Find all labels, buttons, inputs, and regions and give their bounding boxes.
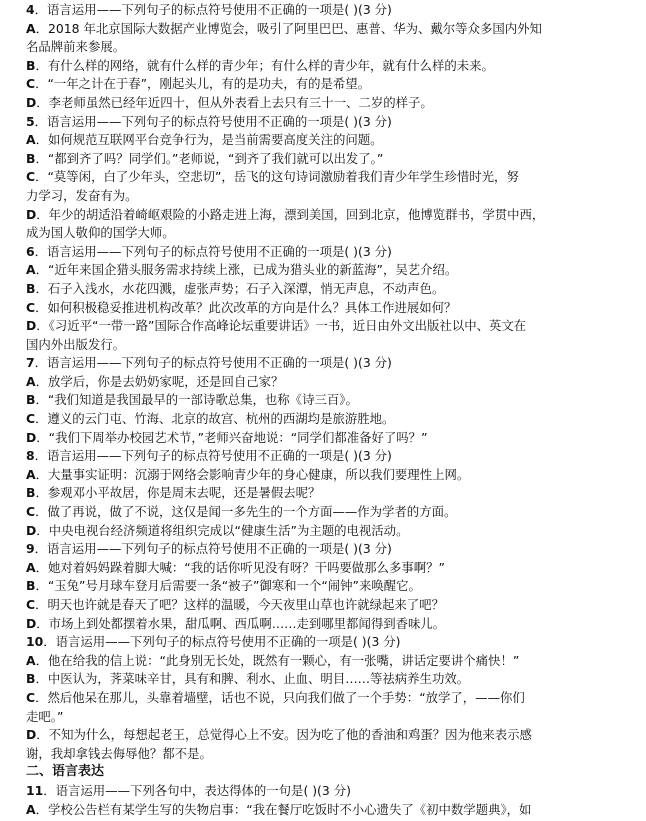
option-text: ．“玉兔”号月球车登月后需要一条“被子”御寒和一个“闹钟”来唤醒它。	[35, 578, 421, 594]
option-letter: C	[26, 299, 36, 315]
question-text: ．语言运用——下列句子的标点符号使用不正确的一项是( )(3 分)	[43, 634, 401, 650]
option-text: ．她对着妈妈跺着脚大喊：“我的话你听见没有呀？干吗要做那么多事啊？”	[35, 559, 445, 575]
option-line	[26, 206, 624, 225]
option-line	[26, 261, 624, 280]
question-line	[26, 243, 624, 262]
option-letter: A	[26, 373, 36, 389]
option-text: ．做了再说，做了不说，这仅是闻一多先生的一个方面——作为学者的方面。	[35, 504, 457, 520]
question-text: ．语言运用——下列句子的标点符号使用不正确的一项是( )(3 分)	[34, 448, 392, 464]
option-text: ．明天也许就是春天了吧？这样的温暖，今天夜里山草也许就绿起来了吧？	[35, 597, 444, 612]
continuation-line: 走吧。”	[26, 708, 64, 724]
question-number: 8	[26, 448, 35, 464]
option-line	[26, 596, 624, 615]
option-line	[26, 484, 624, 503]
option-text: ．市场上到处都摆着水果，甜瓜啊、西瓜啊……走到哪里都闻得到香味儿。	[36, 615, 446, 631]
option-text: ．石子入浅水，水花四溅，虚张声势；石子入深潭，悄无声息，不动声色。	[35, 280, 445, 296]
option-text: ．中央电视台经济频道将组织完成以“健康生活”为主题的电视活动。	[36, 522, 409, 538]
option-text: ．“我们知道是我国最早的一部诗歌总集，也称《诗三百》。	[35, 392, 358, 408]
option-line	[26, 150, 624, 169]
option-letter: C	[26, 597, 36, 612]
option-line	[26, 429, 624, 448]
option-line	[26, 522, 624, 541]
option-letter: C	[26, 76, 36, 92]
option-text: ．“近年来国企猎头服务需求持续上涨，已成为猎头业的新蓝海”，吴艺介绍。	[35, 262, 458, 278]
option-letter: D	[26, 429, 37, 445]
question-line	[26, 447, 624, 466]
option-text: ．放学后，你是去奶奶家呢，还是回自己家？	[35, 373, 284, 389]
question-line	[26, 540, 624, 559]
option-line	[26, 689, 624, 708]
option-letter: D	[26, 615, 37, 631]
option-letter: D	[26, 318, 37, 334]
option-letter: D	[26, 206, 37, 222]
option-text: ．2018 年北京国际大数据产业博览会，吸引了阿里巴巴、惠普、华为、戴尔等众多国内外知	[35, 20, 542, 36]
option-text: ．学校公告栏有某学生写的失物启事：“我在餐厅吃饭时不小心遗失了《初中数学题典》，如	[35, 801, 532, 817]
continuation-line: 名品牌前来参展。	[26, 39, 126, 55]
option-letter: B	[26, 392, 36, 408]
option-line	[26, 670, 624, 689]
continuation-line: 力学习，发奋有为。	[26, 187, 138, 203]
option-letter: B	[26, 578, 36, 594]
option-line	[26, 373, 624, 392]
question-text: ．语言运用——下列句子的标点符号使用不正确的一项是( )(3 分)	[34, 541, 392, 557]
option-text: ．中医认为，荠菜味辛甘，具有和脾、利水、止血、明目……等祛病养生功效。	[35, 671, 470, 687]
option-text: ．然后他呆在那儿，头靠着墙壁，话也不说，只向我们做了一个手势：“放学了，——你们	[35, 689, 525, 705]
option-line	[26, 57, 624, 76]
option-letter: A	[26, 801, 36, 817]
option-letter: A	[26, 559, 36, 575]
question-text: ．语言运用——下列句子的标点符号使用不正确的一项是( )(3 分)	[34, 243, 392, 259]
question-number: 10	[26, 634, 44, 650]
option-letter: A	[26, 652, 36, 668]
option-letter: A	[26, 20, 36, 36]
option-letter: B	[26, 150, 36, 166]
continuation-line: 成为国人敬仰的国学大师。	[26, 225, 175, 241]
question-text: ．语言运用——下列各句中，表达得体的一句是( )(3 分)	[43, 782, 351, 798]
option-text: ．如何积极稳妥推进机构改革？此次改革的方向是什么？具体工作进展如何？	[35, 299, 457, 315]
option-letter: A	[26, 262, 36, 278]
continuation-line: 谢，我却拿钱去侮辱他？都不是。	[26, 745, 212, 761]
option-line	[26, 577, 624, 596]
question-number: 9	[26, 541, 35, 557]
option-letter: D	[26, 727, 37, 743]
option-line	[26, 801, 624, 820]
option-text: ．“都到齐了吗？同学们。”老师说，“到齐了我们就可以出发了。”	[35, 150, 384, 166]
question-text: ．语言运用——下列句子的标点符号使用不正确的一项是( )(3 分)	[34, 113, 392, 129]
option-text: ．参观邓小平故居，你是周末去呢，还是暑假去呢？	[35, 485, 321, 501]
option-letter: A	[26, 132, 36, 148]
option-letter: C	[26, 411, 36, 427]
option-text: ．“莫等闲，白了少年头，空悲切”，岳飞的这句诗词激励着我们青少年学生珍惜时光，努	[35, 169, 519, 185]
question-line	[26, 633, 624, 652]
option-text: ．有什么样的网络，就有什么样的青少年；有什么样的青少年，就有什么样的未来。	[35, 57, 494, 73]
option-text: ．不知为什么，每想起老王，总觉得心上不安。因为吃了他的香油和鸡蛋？因为他来表示感	[36, 727, 532, 743]
option-line	[26, 559, 624, 578]
option-text: ．李老师虽然已经年近四十，但从外表看上去只有三十一、二岁的样子。	[36, 94, 433, 110]
continuation-line: 国内外出版发行。	[26, 336, 126, 352]
option-letter: B	[26, 57, 36, 73]
option-letter: D	[26, 522, 37, 538]
option-text: ．“我们下周举办校园艺术节，”老师兴奋地说：“同学们都准备好了吗？”	[36, 429, 428, 445]
question-line	[26, 113, 624, 132]
option-line	[26, 131, 624, 150]
question-number: 4	[26, 2, 35, 17]
option-letter: B	[26, 671, 36, 687]
option-letter: C	[26, 169, 36, 185]
option-line	[26, 652, 624, 671]
option-text: ．遵义的云门屯、竹海、北京的故宫、杭州的西湖均是旅游胜地。	[35, 411, 395, 427]
option-line	[26, 317, 624, 336]
option-letter: A	[26, 466, 36, 482]
question-line	[26, 782, 624, 801]
question-line	[26, 354, 624, 373]
option-line	[26, 391, 624, 410]
question-line	[26, 1, 624, 20]
option-text: ．大量事实证明：沉溺于网络会影响青少年的身心健康，所以我们要理性上网。	[35, 466, 470, 482]
option-text: ．“一年之计在于春”，刚起头儿，有的是功夫，有的是希望。	[35, 76, 371, 92]
option-letter: B	[26, 280, 36, 296]
option-line	[26, 280, 624, 299]
option-letter: D	[26, 94, 37, 110]
option-line	[26, 94, 624, 113]
option-letter: C	[26, 504, 36, 520]
option-line	[26, 299, 624, 318]
question-number: 11	[26, 782, 44, 798]
option-text: ．《习近平“一带一路”国际合作高峰论坛重要讲话》一书，近日由外文出版社以中、英文在	[36, 318, 527, 334]
question-number: 6	[26, 243, 35, 259]
question-text: ．语言运用——下列句子的标点符号使用不正确的一项是( )(3 分)	[34, 2, 392, 17]
option-line	[26, 20, 624, 39]
option-text: ．如何规范互联网平台竞争行为，是当前需要高度关注的问题。	[35, 132, 383, 148]
option-line	[26, 75, 624, 94]
question-text: ．语言运用——下列句子的标点符号使用不正确的一项是( )(3 分)	[34, 355, 392, 371]
option-letter: B	[26, 485, 36, 501]
question-number: 5	[26, 113, 35, 129]
option-line	[26, 410, 624, 429]
option-line	[26, 466, 624, 485]
option-line	[26, 726, 624, 745]
section-heading: 二、语言表达	[26, 764, 105, 780]
option-line	[26, 168, 624, 187]
option-text: ．年少的胡适沿着崎岖艰险的小路走进上海，漂到美国，回到北京，他博览群书，学贯中西，	[36, 206, 545, 222]
option-letter: C	[26, 689, 36, 705]
option-line	[26, 615, 624, 634]
option-text: ．他在给我的信上说：“此身别无长处，既然有一颗心，有一张嘴，讲话定要讲个痛快！”	[35, 652, 520, 668]
question-number: 7	[26, 355, 35, 371]
option-line	[26, 503, 624, 522]
